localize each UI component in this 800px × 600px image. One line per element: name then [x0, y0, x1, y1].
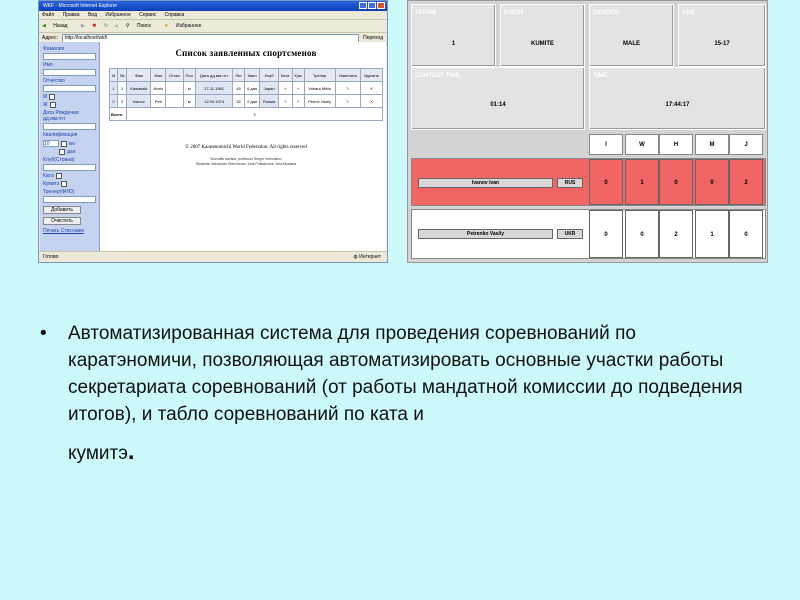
ie-page-body — [40, 42, 386, 251]
close-icon[interactable] — [377, 2, 385, 9]
col-edit: Изменить — [335, 69, 360, 82]
ie-menubar — [39, 11, 387, 20]
kumite-checkbox[interactable] — [61, 181, 67, 187]
print-link[interactable]: Печать Стиснаим — [43, 228, 84, 234]
address-label: Адрес: — [42, 35, 58, 41]
caption-body: Автоматизированная система для проведения соревнований по каратэномичи, позволяющая автоматизировать основные участки работы секретариата соревнований (от работы мандатной комиссии до подведения итогов), и табло соревнований по ката и — [68, 323, 743, 425]
tatami-label: TATAMI — [415, 10, 437, 16]
qualification-select[interactable]: 10 — [43, 140, 59, 147]
kata-checkbox[interactable] — [56, 173, 62, 179]
address-input[interactable]: http://localhost/wkf/ — [62, 34, 359, 43]
kumite-row: Кумитэ — [43, 181, 96, 187]
score-i: 0 — [589, 159, 623, 205]
score-m: 0 — [695, 159, 729, 205]
edit-icon[interactable]: ✎ — [335, 95, 360, 108]
forward-icon[interactable]: ▶ — [80, 23, 85, 29]
registration-form — [40, 42, 100, 251]
search-button[interactable]: ⚲ Поиск — [125, 23, 151, 29]
col-birth-date: Дата дд.мм.гггг — [195, 69, 232, 82]
maximize-icon[interactable] — [368, 2, 376, 9]
contest-time-cell — [411, 67, 585, 130]
qualification-label: Квалификация — [43, 132, 78, 138]
competitor-name: Ivanov Ivan — [418, 178, 553, 188]
delete-icon[interactable]: ✕ — [360, 82, 382, 95]
surname-label: Фамилия — [43, 46, 65, 52]
dan-row: дан — [59, 149, 96, 155]
score-w: 1 — [625, 159, 659, 205]
gender-label: GENDER — [593, 10, 619, 16]
kata-row: Ката — [43, 173, 96, 179]
event-value: KUMITE — [531, 41, 554, 47]
star-icon: ★ — [164, 23, 169, 29]
globe-icon: ◍ — [353, 254, 358, 260]
event-cell — [500, 4, 585, 67]
ie-statusbar — [39, 251, 387, 262]
back-button[interactable]: ◀ Назад — [42, 23, 68, 29]
scoreboard-screenshot — [407, 0, 768, 263]
score-j: 2 — [729, 159, 763, 205]
col-kumite: Кум — [292, 69, 304, 82]
clear-button[interactable]: Очистить — [43, 217, 81, 225]
credits-advisor: Scientific advisor: professor Sergei Kolesnikov — [210, 157, 282, 161]
menu-file[interactable]: Файл — [42, 12, 55, 18]
age-cell — [678, 4, 766, 67]
caption-last-word: кумитэ — [68, 443, 128, 464]
col-coach: Тренер — [304, 69, 335, 82]
delete-icon[interactable]: ✕ — [360, 95, 382, 108]
female-radio[interactable] — [50, 102, 56, 108]
competitor-row-red — [411, 158, 766, 206]
score-i: 0 — [589, 210, 623, 258]
score-w: 0 — [625, 210, 659, 258]
table-header-row — [110, 69, 383, 82]
bullet-icon: • — [40, 323, 47, 344]
col-id: Id — [110, 69, 118, 82]
competitor-row-white — [411, 209, 766, 259]
minimize-icon[interactable] — [359, 2, 367, 9]
score-header-m: M — [695, 134, 729, 155]
col-qualification: Квал — [244, 69, 260, 82]
ie-title-text: WKF - Microsoft Internet Explorer — [43, 3, 118, 9]
search-icon: ⚲ — [125, 23, 130, 29]
favorites-button[interactable]: ★ Избранное — [164, 23, 202, 29]
col-gender: Пол — [183, 69, 195, 82]
slide-caption — [40, 320, 770, 467]
dan-radio[interactable] — [59, 149, 65, 155]
coach-input[interactable] — [43, 196, 96, 203]
kyu-radio[interactable] — [61, 141, 67, 147]
event-label: EVENT — [504, 10, 525, 16]
refresh-icon[interactable]: ↻ — [103, 23, 109, 29]
table-row: 1 1 Kawasaki Norio м 17.11.1961 45 6 дан Japan + + Yahara Mikio ✎ ✕ — [110, 82, 383, 95]
gender-male-row: М — [43, 94, 96, 100]
athlete-list-area — [106, 42, 386, 251]
col-delete: Удалить — [360, 69, 382, 82]
col-name: Имя — [151, 69, 166, 82]
status-zone: ◍ Интернет — [353, 254, 381, 260]
col-kata: Ката — [278, 69, 292, 82]
caption-last-line — [68, 438, 135, 467]
caption-end-mark: . — [127, 438, 135, 465]
surname-input[interactable] — [43, 53, 96, 60]
edit-icon[interactable]: ✎ — [335, 82, 360, 95]
patronymic-label: Отчество — [43, 78, 65, 84]
total-value: 2 — [127, 108, 383, 121]
table-row: 2 2 Ivanov Petr м 12.04.1974 32 2 дан Russia + + Petrov Vasily ✎ ✕ — [110, 95, 383, 108]
competitor-country: UKR — [557, 229, 583, 239]
patronymic-input[interactable] — [43, 85, 96, 92]
coach-label: Тренер(ФИО) — [43, 189, 75, 195]
stop-icon[interactable]: ✖ — [92, 23, 97, 29]
menu-favorites[interactable]: Избранное — [105, 12, 131, 18]
caption-text — [68, 320, 770, 467]
score-m: 1 — [695, 210, 729, 258]
age-label: AGE — [682, 10, 696, 16]
athlete-table — [109, 68, 383, 121]
total-label: Всего — [110, 108, 127, 121]
time-label: TIME — [593, 73, 608, 79]
competitor-country: RUS — [557, 178, 583, 188]
score-j: 0 — [729, 210, 763, 258]
menu-edit[interactable]: Правка — [62, 12, 80, 18]
col-patronymic: Отчес — [166, 69, 183, 82]
contest-time-label: CONTEST TIME — [415, 73, 460, 79]
competitor-name: Petrenko Vasily — [418, 229, 553, 239]
gender-female-row: Ж — [43, 102, 96, 108]
score-header-i: I — [589, 134, 623, 155]
tatami-cell — [411, 4, 496, 67]
age-value: 15-17 — [714, 41, 730, 47]
score-h: 0 — [659, 159, 693, 205]
score-h: 2 — [659, 210, 693, 258]
ie-window-screenshot — [38, 0, 388, 263]
credits-text — [106, 157, 386, 167]
male-radio[interactable] — [49, 94, 55, 100]
score-header-h: H — [659, 134, 693, 155]
status-text: Готово — [43, 254, 59, 260]
col-club: Клуб — [260, 69, 278, 82]
copyright-text: © 2007 Karatenomichi World Federation. All rights reserved — [185, 145, 307, 150]
athlete-list-heading: Список заявленных спортсменов — [175, 48, 317, 58]
col-surname: Фам — [127, 69, 151, 82]
birth-date-hint: дд.мм.гггг — [43, 116, 66, 122]
tatami-value: 1 — [451, 41, 456, 47]
name-label: Имя — [43, 62, 53, 68]
club-input[interactable] — [43, 164, 96, 171]
time-cell — [589, 67, 766, 130]
ie-titlebar — [39, 1, 387, 11]
qualification-row: 10 кю — [44, 140, 75, 147]
col-age: Лет — [233, 69, 244, 82]
score-header-w: W — [625, 134, 659, 155]
col-number: № — [118, 69, 127, 82]
menu-tools[interactable]: Сервис — [139, 12, 157, 18]
menu-help[interactable]: Справка — [164, 12, 185, 18]
gender-value: MALE — [623, 41, 640, 47]
go-button[interactable]: Переход — [363, 35, 383, 41]
table-total-row — [110, 108, 383, 121]
home-icon[interactable]: ⌂ — [115, 23, 119, 29]
credits-students: Students: Alexander Shechtman, Irina Pokhalchuk, Irina Myasina — [195, 162, 297, 166]
add-button[interactable]: Добавить — [43, 206, 81, 214]
gender-cell — [589, 4, 674, 67]
name-input[interactable] — [43, 69, 96, 76]
birth-date-input[interactable] — [43, 123, 96, 130]
score-header-j: J — [729, 134, 763, 155]
ie-toolbar — [39, 20, 387, 33]
time-value: 17:44:17 — [665, 102, 690, 108]
club-label: Клуб(Страна) — [43, 157, 75, 163]
back-arrow-icon: ◀ — [42, 23, 46, 29]
menu-view[interactable]: Вид — [87, 12, 98, 18]
contest-time-value: 01:14 — [490, 102, 506, 108]
birth-date-label: Дата Рождения — [43, 110, 79, 116]
